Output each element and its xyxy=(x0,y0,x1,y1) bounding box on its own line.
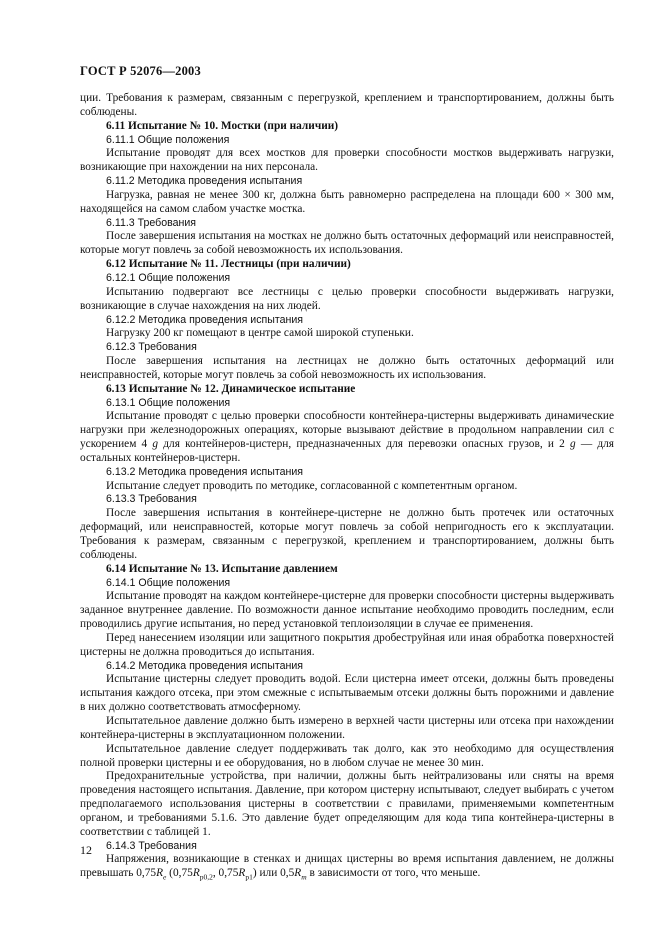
subscript: p0,2 xyxy=(199,872,213,882)
page-body xyxy=(80,92,614,884)
text-run: в зависимости от того, что меньше. xyxy=(306,867,481,880)
subsection-heading: 6.13.3 Требования xyxy=(106,493,197,506)
symbol-r: R xyxy=(238,867,246,880)
text-run: для контейнеров-цистерн, предназначенных для перевозки опасных грузов, и 2 xyxy=(158,438,570,451)
paragraph xyxy=(80,853,614,884)
paragraph: После завершения испытания в контейнере-цистерне не должно быть протечек или остаточных деформаций, или неисправностей, которые могут повлечь за собой непригодность его к эксплуатации. Требования к размерам, связанным с перегрузкой, креплением и транспортированием, должны быть соблюдены. xyxy=(80,507,614,561)
section-heading: 6.13 Испытание № 12. Динамическое испытание xyxy=(106,382,356,395)
symbol-g: g xyxy=(569,438,576,451)
paragraph xyxy=(80,410,614,465)
paragraph: Нагрузка, равная не менее 300 кг, должна быть равномерно распределена на площади 600 × 300 мм, находящейся на самом слабом участке мостка. xyxy=(80,188,614,215)
paragraph: Испытание следует проводить по методике, согласованной с компетентным органом. xyxy=(106,479,518,492)
subscript-text: e xyxy=(163,872,167,882)
text-run: , 0,75 xyxy=(212,867,239,880)
subsection-heading: 6.14.3 Требования xyxy=(106,839,197,852)
symbol-g: g xyxy=(152,438,159,451)
page-number: 12 xyxy=(80,843,92,857)
subsection-heading: 6.12.3 Требования xyxy=(106,341,197,354)
text-run: Напряжения, возникающие в стенках и днищах цистерны во время испытания давлением, не должны превышать 0,75 xyxy=(80,853,614,880)
text-run: ) или 0,5 xyxy=(252,867,295,880)
text-run: — для остальных контейнеров-цистерн. xyxy=(80,438,614,464)
subsection-heading: 6.12.1 Общие положения xyxy=(106,271,231,284)
subscript: p1 xyxy=(245,872,253,882)
section-heading: 6.12 Испытание № 11. Лестницы (при наличии) xyxy=(106,258,351,271)
text-run: (0,75 xyxy=(166,867,193,880)
symbol-r: R xyxy=(156,867,163,880)
subsection-heading: 6.11.1 Общие положения xyxy=(106,133,230,146)
subscript-text: m xyxy=(301,872,307,882)
subsection-heading: 6.11.3 Требования xyxy=(106,216,197,229)
paragraph: Испытательное давление должно быть измерено в верхней части цистерны или отсека при нахождении контейнера-цистерны в эксплуатационном положении. xyxy=(80,714,614,741)
paragraph: Нагрузку 200 кг помещают в центре самой широкой ступеньки. xyxy=(106,327,414,340)
paragraph: Перед нанесением изоляции или защитного покрытия дробеструйная или иная обработка поверхностей цистерны не должна проводиться до испытания. xyxy=(80,631,614,658)
section-heading: 6.14 Испытание № 13. Испытание давлением xyxy=(106,562,338,575)
paragraph: После завершения испытания на мостках не должно быть остаточных деформаций или неисправностей, которые могут повлечь за собой невозможность их использования. xyxy=(80,230,614,257)
symbol-r: R xyxy=(294,867,302,880)
paragraph: ции. Требования к размерам, связанным с перегрузкой, креплением и транспортированием, должны быть соблюдены. xyxy=(80,92,614,118)
paragraph: Испытанию подвергают все лестницы с целью проверки способности выдерживать нагрузки, возникающие в случае нахождения на них людей. xyxy=(80,285,614,312)
subsection-heading: 6.14.2 Методика проведения испытания xyxy=(106,659,303,672)
text-run: Испытание проводят с целью проверки способности контейнера-цистерны выдерживать динамические нагрузки при железнодорожных операциях, которые вызывают действие в продольном направлении сил с ускорением 4 xyxy=(80,410,614,451)
paragraph: Испытание проводят на каждом контейнере-цистерне для проверки способности цистерны выдерживать заданное внутреннее давление. По возможности данное испытание необходимо проводить последним, если проводились другие испытания, но перед установкой теплоизоляции в случае ее применения. xyxy=(80,590,614,631)
subsection-heading: 6.11.2 Методика проведения испытания xyxy=(106,175,303,188)
subsection-heading: 6.12.2 Методика проведения испытания xyxy=(106,313,303,326)
subsection-heading: 6.13.2 Методика проведения испытания xyxy=(106,465,303,478)
subsection-heading: 6.14.1 Общие положения xyxy=(106,576,231,589)
paragraph: Предохранительные устройства, при наличии, должны быть нейтрализованы или сняты на время проведения настоящего испытания. Давление, при котором цистерну испытывают, следует выбирать с учетом предполагаемого использования цистерны в соответствии с правилами, применяемыми компетентным органом, и требованиями 5.1.6. Это давление будет определяющим для кода типа контейнера-цистерны в соответствии с таблицей 1. xyxy=(80,770,614,838)
paragraph: Испытание проводят для всех мостков для проверки способности мостков выдерживать нагрузки, возникающие при нахождении на них персонала. xyxy=(80,147,614,174)
paragraph: Испытательное давление следует поддерживать так долго, как это необходимо для осуществления полной проверки цистерны и ее оборудования, но в любом случае не менее 30 мин. xyxy=(80,742,614,769)
standard-header: ГОСТ Р 52076—2003 xyxy=(80,64,201,78)
section-heading: 6.11 Испытание № 10. Мостки (при наличии) xyxy=(106,119,339,132)
subsection-heading: 6.13.1 Общие положения xyxy=(106,396,231,409)
symbol-r: R xyxy=(192,867,200,880)
paragraph: Испытание цистерны следует проводить водой. Если цистерна имеет отсеки, должны быть проведены испытания каждого отсека, при этом смежные с испытываемым отсеки должны быть порожними и давление в них должно соответствовать атмосферному. xyxy=(80,673,614,714)
paragraph: После завершения испытания на лестницах не должно быть остаточных деформаций или неисправностей, которые могут повлечь за собой невозможность их использования. xyxy=(80,355,614,381)
